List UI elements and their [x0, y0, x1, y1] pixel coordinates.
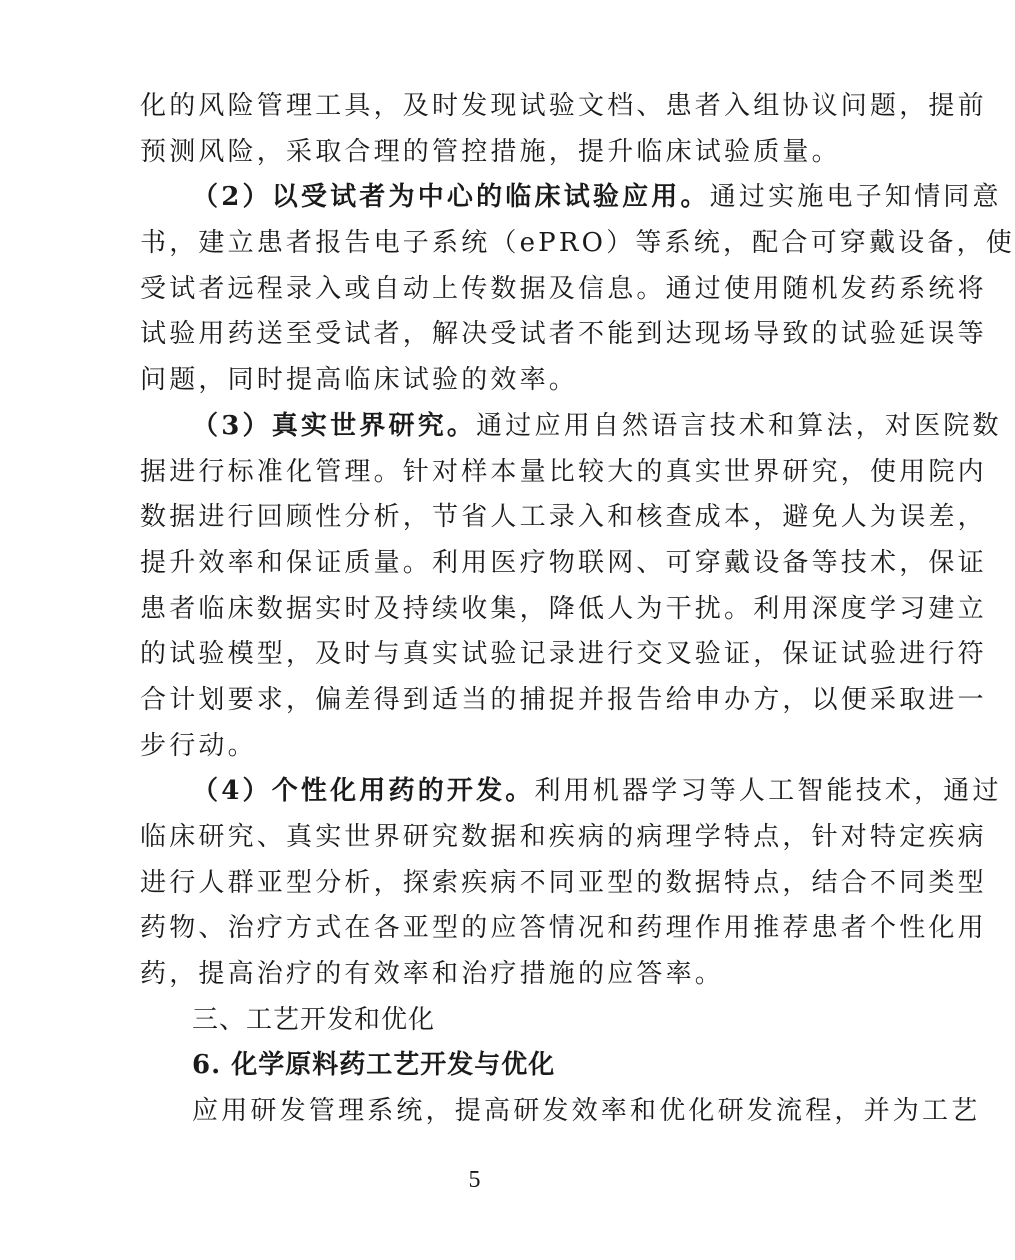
paragraph-heading: （2）以受试者为中心的临床试验应用。: [192, 182, 710, 213]
paragraph-heading: （3）真实世界研究。: [192, 410, 477, 441]
paragraph-text: 利用机器学习等人工智能技术，通过: [534, 776, 1002, 807]
text-line: 步行动。: [140, 730, 257, 761]
body-text: [140, 84, 1015, 1135]
text-line: [140, 175, 1002, 221]
page-number: 5: [468, 1167, 481, 1193]
text-line: 据进行标准化管理。针对样本量比较大的真实世界研究，使用院内: [140, 456, 987, 487]
text-line: [140, 404, 1002, 450]
text-line: 合计划要求，偏差得到适当的捕捉并报告给申办方，以便采取进一: [140, 684, 987, 715]
text-line: 患者临床数据实时及持续收集，降低人为干扰。利用深度学习建立: [140, 593, 987, 624]
text-line: 的试验模型，及时与真实试验记录进行交叉验证，保证试验进行符: [140, 639, 987, 670]
paragraph-heading: （4）个性化用药的开发。: [192, 776, 535, 807]
text-line: 受试者远程录入或自动上传数据及信息。通过使用随机发药系统将: [140, 273, 987, 304]
section-heading: 三、工艺开发和优化: [192, 1004, 436, 1035]
text-line: 数据进行回顾性分析，节省人工录入和核查成本，避免人为误差，: [140, 502, 987, 533]
text-line: 问题，同时提高临床试验的效率。: [140, 365, 579, 396]
text-line: 药，提高治疗的有效率和治疗措施的应答率。: [140, 959, 725, 990]
text-line: 应用研发管理系统，提高研发效率和优化研发流程，并为工艺: [192, 1096, 981, 1127]
text-line: 书，建立患者报告电子系统（ePRO）等系统，配合可穿戴设备，使: [140, 228, 1015, 259]
text-line: 化的风险管理工具，及时发现试验文档、患者入组协议问题，提前: [140, 91, 987, 121]
text-line: 进行人群亚型分析，探索疾病不同亚型的数据特点，结合不同类型: [140, 867, 987, 898]
paragraph-text: 通过应用自然语言技术和算法，对医院数: [476, 410, 1002, 441]
text-line: 药物、治疗方式在各亚型的应答情况和药理作用推荐患者个性化用: [140, 913, 987, 944]
paragraph-text: 通过实施电子知情同意: [709, 182, 1002, 213]
text-line: 试验用药送至受试者，解决受试者不能到达现场导致的试验延误等: [140, 319, 987, 350]
text-line: 预测风险，采取合理的管控措施，提升临床试验质量。: [140, 136, 841, 167]
text-line: 提升效率和保证质量。利用医疗物联网、可穿戴设备等技术，保证: [140, 547, 987, 578]
text-line: 临床研究、真实世界研究数据和疾病的病理学特点，针对特定疾病: [140, 822, 987, 852]
subsection-heading: 6. 化学原料药工艺开发与优化: [192, 1050, 556, 1081]
text-line: [140, 769, 1002, 815]
